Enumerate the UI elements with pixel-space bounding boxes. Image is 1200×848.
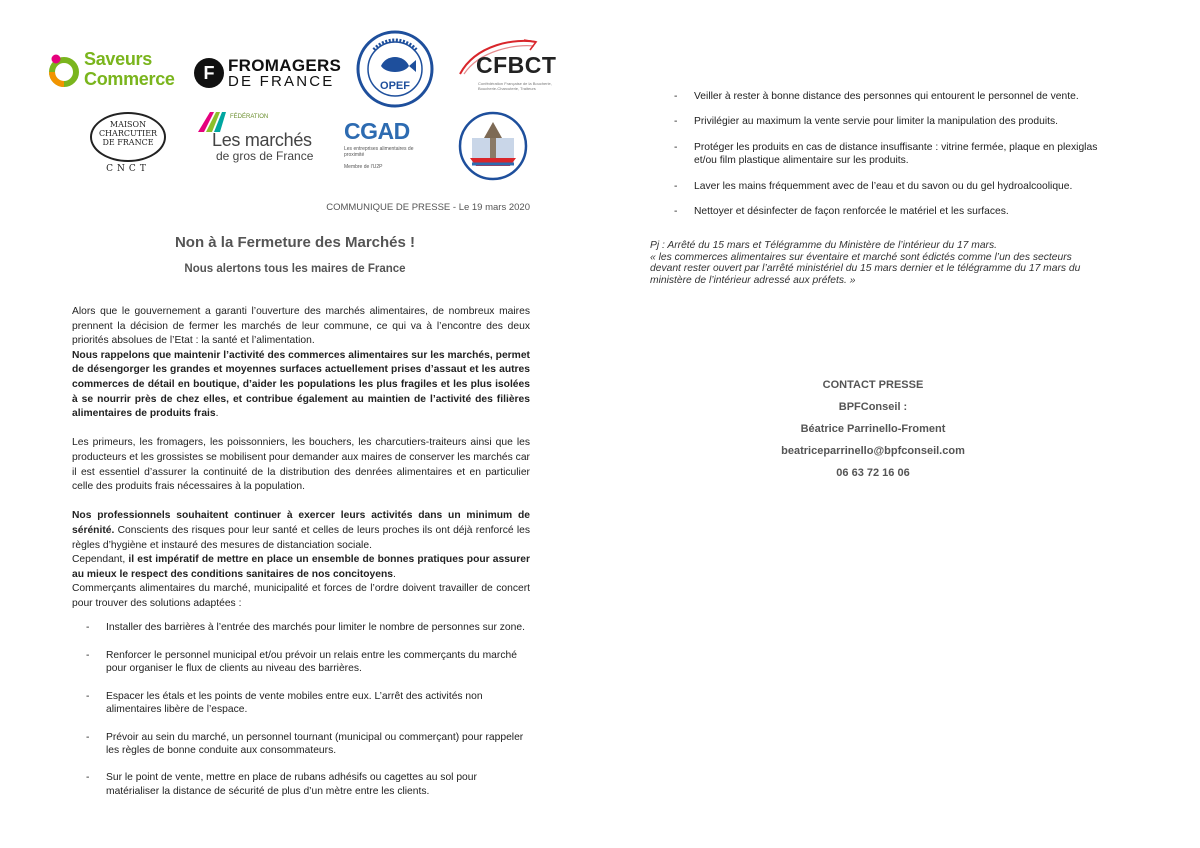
paragraph-intro-text: Alors que le gouvernement a garanti l’ouverture des marchés alimentaires, de nombreux maires prennent la décision de fermer les marchés de leur commune, ce qui va à l’encontre des deux priorités absolues de l’Etat : la santé et l’alimentation. [72,306,530,347]
dash-bullet: - [674,206,678,218]
attachment-line: Pj : Arrêté du 15 mars et Télégramme du Ministère de l’intérieur du 17 mars. [650,240,997,251]
saveurs-commerce-logo [44,48,174,92]
list-item [660,180,1122,193]
list-item [72,731,530,758]
press-contact [740,378,1006,488]
list-item [72,771,530,798]
list-item [660,90,1122,103]
marches-gros-line2: de gros de France [216,149,314,163]
list-item-text: Prévoir au sein du marché, un personnel tournant (municipal ou commerçant) pour rappeler les règles de bonne conduite aux consommateurs. [106,731,524,756]
paragraph-however-end: . [393,568,396,580]
attachment-note [650,240,1100,286]
list-item [72,649,530,676]
paragraph-professionals-text: Conscients des risques pour leur santé et celles de leurs proches ils ont déjà renforcé les règles d’hygiène et instauré des mesures de distanciation sociale. [72,524,530,551]
paragraph-cooperation: Commerçants alimentaires du marché, municipalité et forces de l’ordre doivent travailler de concert pour trouver des solutions adaptées : [72,583,530,609]
dash-bullet: - [86,649,90,661]
list-item [72,621,530,634]
marches-gros-small: FÉDÉRATION [230,114,269,120]
list-item-text: Laver les mains fréquemment avec de l’eau et du savon ou du gel hydroalcoolique. [694,180,1073,192]
paragraph-intro [72,305,530,422]
marches-gros-line1: Les marchés [212,130,312,150]
cfbct-subtitle: Confédération Française de la Boucherie, Boucherie-Charcuterie, Traiteurs [478,81,552,91]
paragraph-however-start: Cependant, [72,554,129,566]
opef-logo [356,30,434,108]
list-item-text: Espacer les étals et les points de vente mobiles entre eux. L’arrêt des activités non alimentaires libère de l’espace. [106,690,483,716]
opef-label: OPEF [380,80,410,92]
fromagers-line2: DE FRANCE [228,73,335,90]
paragraph-professionals [72,509,530,611]
left-column [72,305,530,812]
dash-bullet: - [86,690,90,702]
page-subtitle: Nous alertons tous les maires de France [184,263,406,275]
list-item-text: Privilégier au maximum la vente servie pour limiter la manipulation des produits. [694,116,1058,128]
fromagers-f-icon: F [194,58,224,88]
communique-date: COMMUNIQUE DE PRESSE - Le 19 mars 2020 [326,202,530,213]
dash-bullet: - [674,91,678,102]
cgad-logo [340,118,424,176]
list-item [660,115,1122,128]
marches-de-gros-logo [196,108,316,166]
cfbct-logo [456,36,562,98]
paragraph-intro-bold-end: . [215,408,219,420]
saveurs-line1: Saveurs [84,49,152,69]
paragraph-producers: Les primeurs, les fromagers, les poissonniers, les bouchers, les charcutiers-traiteurs ainsi que les producteurs et les grossistes se mobilisent pour demander aux maires de conserver les marchés car il est essentiel d’assurer la continuité de la distribution des denrées alimentaires et en particulier celle des produits frais nécessaires à la population. [72,437,530,493]
marches-de-france-emblem-icon [458,108,528,184]
dash-bullet: - [674,116,678,128]
contact-company: BPFConseil : [838,401,908,413]
saveurs-line2: Commerce [84,69,175,89]
maison-charcutier-logo [86,112,176,178]
cgad-member: Membre de l'U2P [344,164,383,170]
list-item [660,141,1122,168]
marches-de-france-logo [458,108,528,184]
dash-bullet: - [86,622,90,634]
right-bullet-list [660,90,1122,218]
dash-bullet: - [674,180,678,192]
cgad-subtitle: Les entreprises alimentaires de proximité [344,146,414,158]
opef-seal-icon [356,30,434,108]
fromagers-line1: FROMAGERS [228,56,342,75]
paragraph-intro-bold: Nous rappelons que maintenir l’activité des commerces alimentaires sur les marchés, permet de désengorger les grandes et moyennes surfaces actuellement prises d’assaut et les autres commerces de détail en boutique, d’aider les populations les plus fragiles et les plus isolées à se nourrir près de chez elles, et contribue également au maintien de l’activité des filières alimentaires de produits frais [72,349,530,420]
left-bullet-list [72,621,530,798]
cfbct-label: CFBCT [476,52,557,78]
contact-heading: CONTACT PRESSE [822,379,924,391]
contact-name: Béatrice Parrinello-Froment [800,423,946,435]
dash-bullet: - [674,141,678,153]
list-item-text: Protéger les produits en cas de distance insuffisante : vitrine fermée, plaque en plexiglas et/ou film plastique alimentaire sur les produits. [694,141,1098,167]
contact-email[interactable]: beatriceparrinello@bpfconseil.com [781,445,965,457]
charcutier-line1: MAISON CHARCUTIER DE FRANCE [98,120,158,147]
saveurs-circle-icon [46,52,82,88]
list-item-text: Sur le point de vente, mettre en place de rubans adhésifs ou cagettes au sol pour matérialiser la distance de sécurité de plus d’un mètre entre les clients. [106,772,477,797]
contact-phone[interactable]: 06 63 72 16 06 [836,467,910,479]
fromagers-de-france-logo [194,56,344,90]
dash-bullet: - [86,772,90,784]
paragraph-however-bold: il est impératif de mettre en place un ensemble de bonnes pratiques pour assurer au mieux le respect des conditions sanitaires de nos concitoyens [72,554,531,580]
list-item [660,205,1122,218]
attachment-quote: « les commerces alimentaires sur éventaire et marché sont édictés comme l’un des secteurs devant rester ouvert par l’arrêté ministériel du 15 mars dernier et le télégramme du 17 mars du ministère de l’intérieur adressé aux préfets. » [650,251,1081,286]
list-item-text: Veiller à rester à bonne distance des personnes qui entourent le personnel de vente. [694,91,1079,102]
list-item [72,690,530,717]
list-item-text: Renforcer le personnel municipal et/ou prévoir un relais entre les commerçants du marché pour organiser le flux de clients au niveau des barrières. [106,649,517,675]
list-item-text: Installer des barrières à l’entrée des marchés pour limiter le nombre de personnes sur zone. [106,622,525,634]
page-title: Non à la Fermeture des Marchés ! [174,234,416,251]
list-item-text: Nettoyer et désinfecter de façon renforcée le matériel et les surfaces. [694,206,1009,218]
charcutier-line2: CNCT [106,164,150,174]
paragraph-professionals-bold: Nos professionnels souhaitent continuer à exercer leurs activités dans un minimum de sérénité. [72,510,530,536]
cgad-label: CGAD [344,118,410,144]
right-column [660,90,1122,230]
dash-bullet: - [86,731,90,743]
